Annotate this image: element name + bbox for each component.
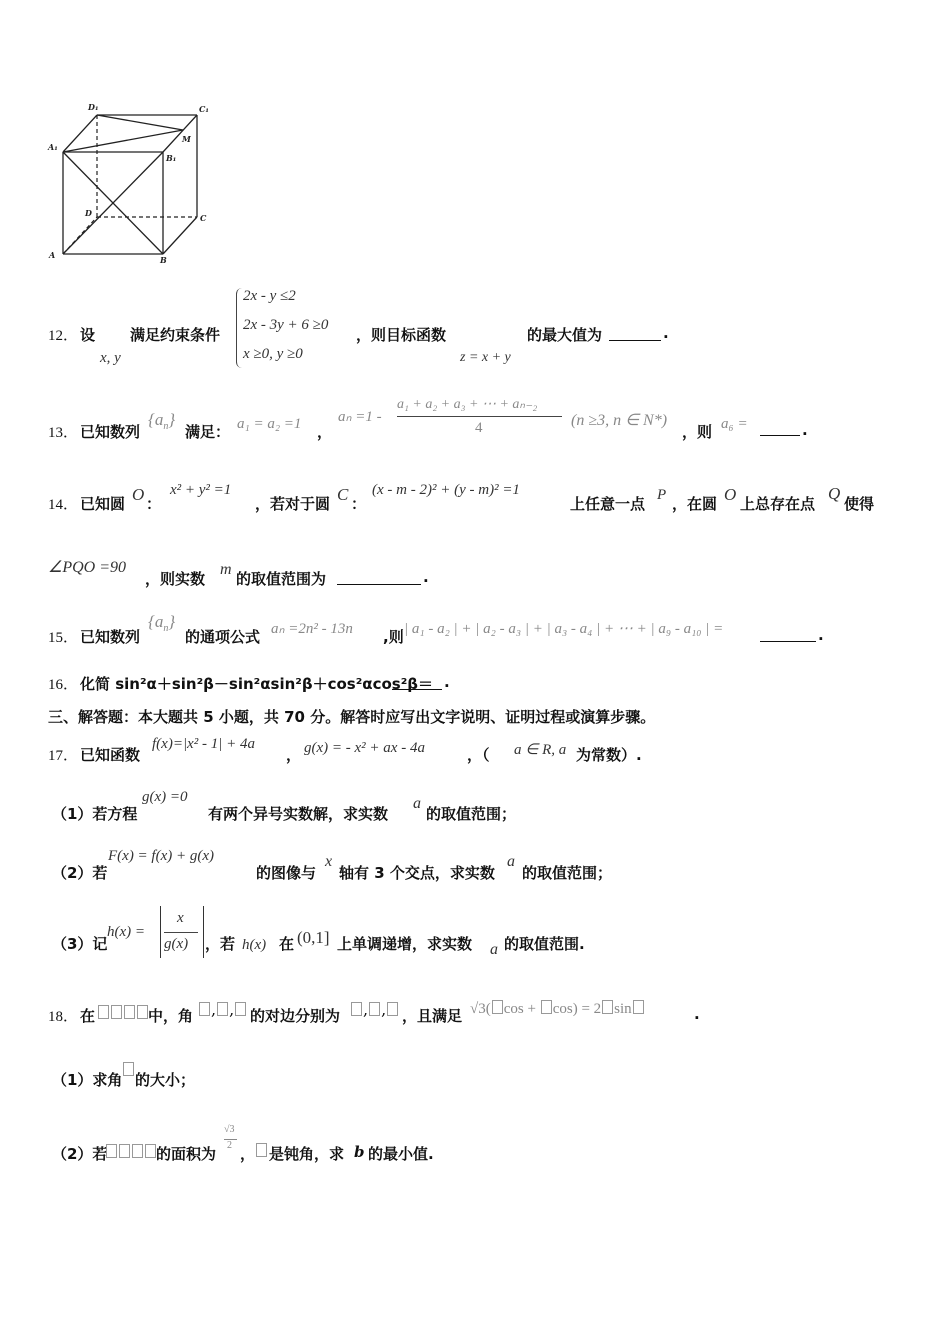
q18-part2-end: 的最小值. [368,1145,434,1163]
q14-number: 14． [48,497,79,513]
q17-part3-hx: h(x) [242,937,267,953]
q13-fraction-line [397,416,562,417]
q15-text-3: ,则 [383,628,404,646]
q18-equation: √3( cos + cos) = 2 sin [470,1000,645,1018]
q17-part3-a: a [490,941,498,958]
q15-end: . [818,626,824,644]
q13-numerator: a₁ + a₂ + a₃ + ⋯ + aₙ₋₂ [397,397,538,412]
q14-equation-c: (x - m - 2)² + (y - m)² =1 [372,482,520,498]
q14-circle-o-2: O [724,485,737,504]
q13-text-1: 已知数列 [80,423,141,441]
q18-part2-b: b [354,1143,365,1161]
q12-text-2: 满足约束条件 [130,326,221,344]
q14-end: . [423,568,429,586]
label-d: D [85,208,92,218]
q17-part2-text-1: 的图像与 [256,864,317,882]
q17-part2-a: a [507,853,515,870]
q17-g: g(x) = - x² + ax - 4a [304,740,425,756]
cube-figure [45,98,225,268]
q18-part1-label: （1）求角 [52,1071,123,1089]
label-b1: B₁ [166,153,177,163]
q17-part2-x: x [325,853,333,870]
q16-text: 化简 sin²α＋sin²β－sin²αsin²β＋cos²αcos²β＝ [80,675,434,693]
q14-point-p: P [657,487,667,503]
q12-vars: x, y [100,350,121,366]
q17-part1-a: a [413,795,421,812]
q17-part1-equation: g(x) =0 [142,789,188,805]
hidden-edge-a-d [63,217,97,254]
q17-part2-end: 的取值范围； [522,864,613,882]
q17-text-3: 为常数）. [576,746,642,764]
q18-number: 18． [48,1009,79,1025]
q15-number: 15． [48,630,79,646]
q13-a6: a₆ = [721,416,748,432]
q15-text-1: 已知数列 [80,628,141,646]
q15-formula: aₙ =2n² - 13n [271,621,353,637]
q14-point-q: Q [828,484,841,503]
q12-brace [236,288,243,368]
q18-part2-triangle-symbol [105,1142,157,1161]
q17-part3-h: h(x) = [107,924,146,940]
q14-text-7: ，则实数 [145,570,206,588]
q13-seq: $\{a_n\}$ [148,410,176,432]
q18-part2-frac-den: 2 [227,1140,232,1151]
q17-number: 17． [48,748,79,764]
q18-text-3: 的对边分别为 [250,1007,341,1025]
q18-end: . [694,1005,700,1023]
q18-sides-symbol: , , [350,1000,399,1019]
q13-denominator: 4 [475,420,483,436]
q18-part2-text-3: 是钝角，求 [269,1145,345,1163]
q14-text-4: ，在圆 [672,495,718,513]
q17-part3-text-2: 在 [279,935,295,953]
q12-constraint-3: x ≥0, y ≥0 [243,346,303,362]
label-a: A [49,250,56,260]
q18-part2-label: （2）若 [52,1145,108,1163]
q18-part1-symbol [122,1060,135,1079]
q14-text-3: 上任意一点 [570,495,646,513]
q14-answer-blank[interactable] [337,570,421,585]
q16-number: 16． [48,677,79,693]
q17-condition: a ∈ R, a [514,742,567,758]
q14-colon-2: ： [351,495,367,513]
section-3-heading: 三、解答题：本大题共 5 小题，共 70 分。解答时应写出文字说明、证明过程或演算步骤。 [48,708,656,726]
q18-part2-text-2: ， [240,1145,256,1163]
q13-comma: ， [317,423,333,441]
q13-end: . [802,421,808,439]
q13-condition: (n ≥3, n ∈ N*) [571,412,668,429]
q14-text-1: 已知圆 [80,495,126,513]
q13-answer-blank[interactable] [760,421,800,436]
q15-seq: $\{a_n\}$ [148,612,176,634]
q12-number: 12． [48,328,79,344]
q14-text-2: ，若对于圆 [255,495,331,513]
q13-text-2: 满足： [185,423,231,441]
q12-objective: z = x + y [460,350,511,365]
q18-part2-angle-symbol [255,1141,268,1160]
q18-text-1: 在 [80,1007,96,1025]
q18-part2-text-1: 的面积为 [156,1145,217,1163]
q15-sum: | a₁ - a₂ | + | a₂ - a₃ | + | a₃ - a₄ | + ⋯ + | a₉ - a₁₀ | = [404,621,724,637]
q17-part3-text-1: ，若 [205,935,236,953]
q18-text-2: 中，角 [148,1007,194,1025]
q12-answer-blank[interactable] [609,326,661,341]
label-a1: A₁ [48,142,58,152]
q16-end: . [444,673,450,691]
q12-constraint-2: 2x - 3y + 6 ≥0 [243,317,329,333]
q17-part3-label: （3）记 [52,935,108,953]
q17-comma: ， [286,746,302,764]
q14-angle: ∠PQO =90 [48,559,127,576]
segment-d1-m [97,115,183,130]
q15-answer-blank[interactable] [760,627,816,642]
q17-part3-end: 的取值范围. [504,935,585,953]
q17-part1-text: 有两个异号实数解，求实数 [208,805,389,823]
q17-part3-text-3: 上单调递增，求实数 [337,935,473,953]
q17-part3-fraction-line [164,932,198,933]
q14-colon-1: ： [146,495,162,513]
q17-part3-numerator: x [177,910,184,926]
edge-b1-c1 [163,115,197,152]
label-m: M [182,134,191,144]
q18-part1-end: 的大小； [135,1071,196,1089]
q15-text-2: 的通项公式 [185,628,261,646]
q17-text-2: ，（ [467,746,490,764]
q14-text-6: 使得 [844,495,875,513]
q14-equation-o: x² + y² =1 [170,482,232,498]
q13-number: 13． [48,425,79,441]
q13-text-3: ，则 [682,423,713,441]
label-c: C [200,213,207,223]
q18-text-4: ，且满足 [402,1007,463,1025]
q12-text-3: ，则目标函数 [356,326,447,344]
q17-part3-denominator: g(x) [164,936,189,952]
q14-circle-o: O [132,485,145,504]
q17-text-1: 已知函数 [80,746,141,764]
q14-circle-c: C [337,485,349,504]
q12-text-4: 的最大值为 [527,326,603,344]
q12-text-1: 设 [80,326,96,344]
edge-b-c [163,217,197,254]
q14-text-5: 上总存在点 [740,495,816,513]
label-d1: D₁ [88,102,99,112]
q14-m: m [220,561,232,578]
q17-part1-label: （1）若方程 [52,805,138,823]
q18-triangle-symbol [97,1003,149,1022]
q17-part2-label: （2）若 [52,864,108,882]
q17-part1-end: 的取值范围； [426,805,517,823]
label-c1: C₁ [199,104,209,114]
q13-initial: a₁ = a₂ =1 [237,416,302,432]
q13-an: aₙ =1 - [338,409,382,425]
q17-part2-text-2: 轴有 3 个交点，求实数 [339,864,495,882]
q17-f: f(x)=|x² - 1| + 4a [152,736,255,752]
q12-end: . [663,324,669,342]
q16-answer-blank[interactable] [392,675,442,690]
q17-part2-equation: F(x) = f(x) + g(x) [108,848,215,864]
q17-part3-interval: (0,1] [297,928,330,947]
q14-text-8: 的取值范围为 [236,570,327,588]
q18-angles-symbol: , , [198,1000,247,1019]
label-b: B [160,255,167,265]
q18-part2-frac-num: √3 [224,1124,235,1135]
q12-constraint-1: 2x - y ≤2 [243,288,296,304]
